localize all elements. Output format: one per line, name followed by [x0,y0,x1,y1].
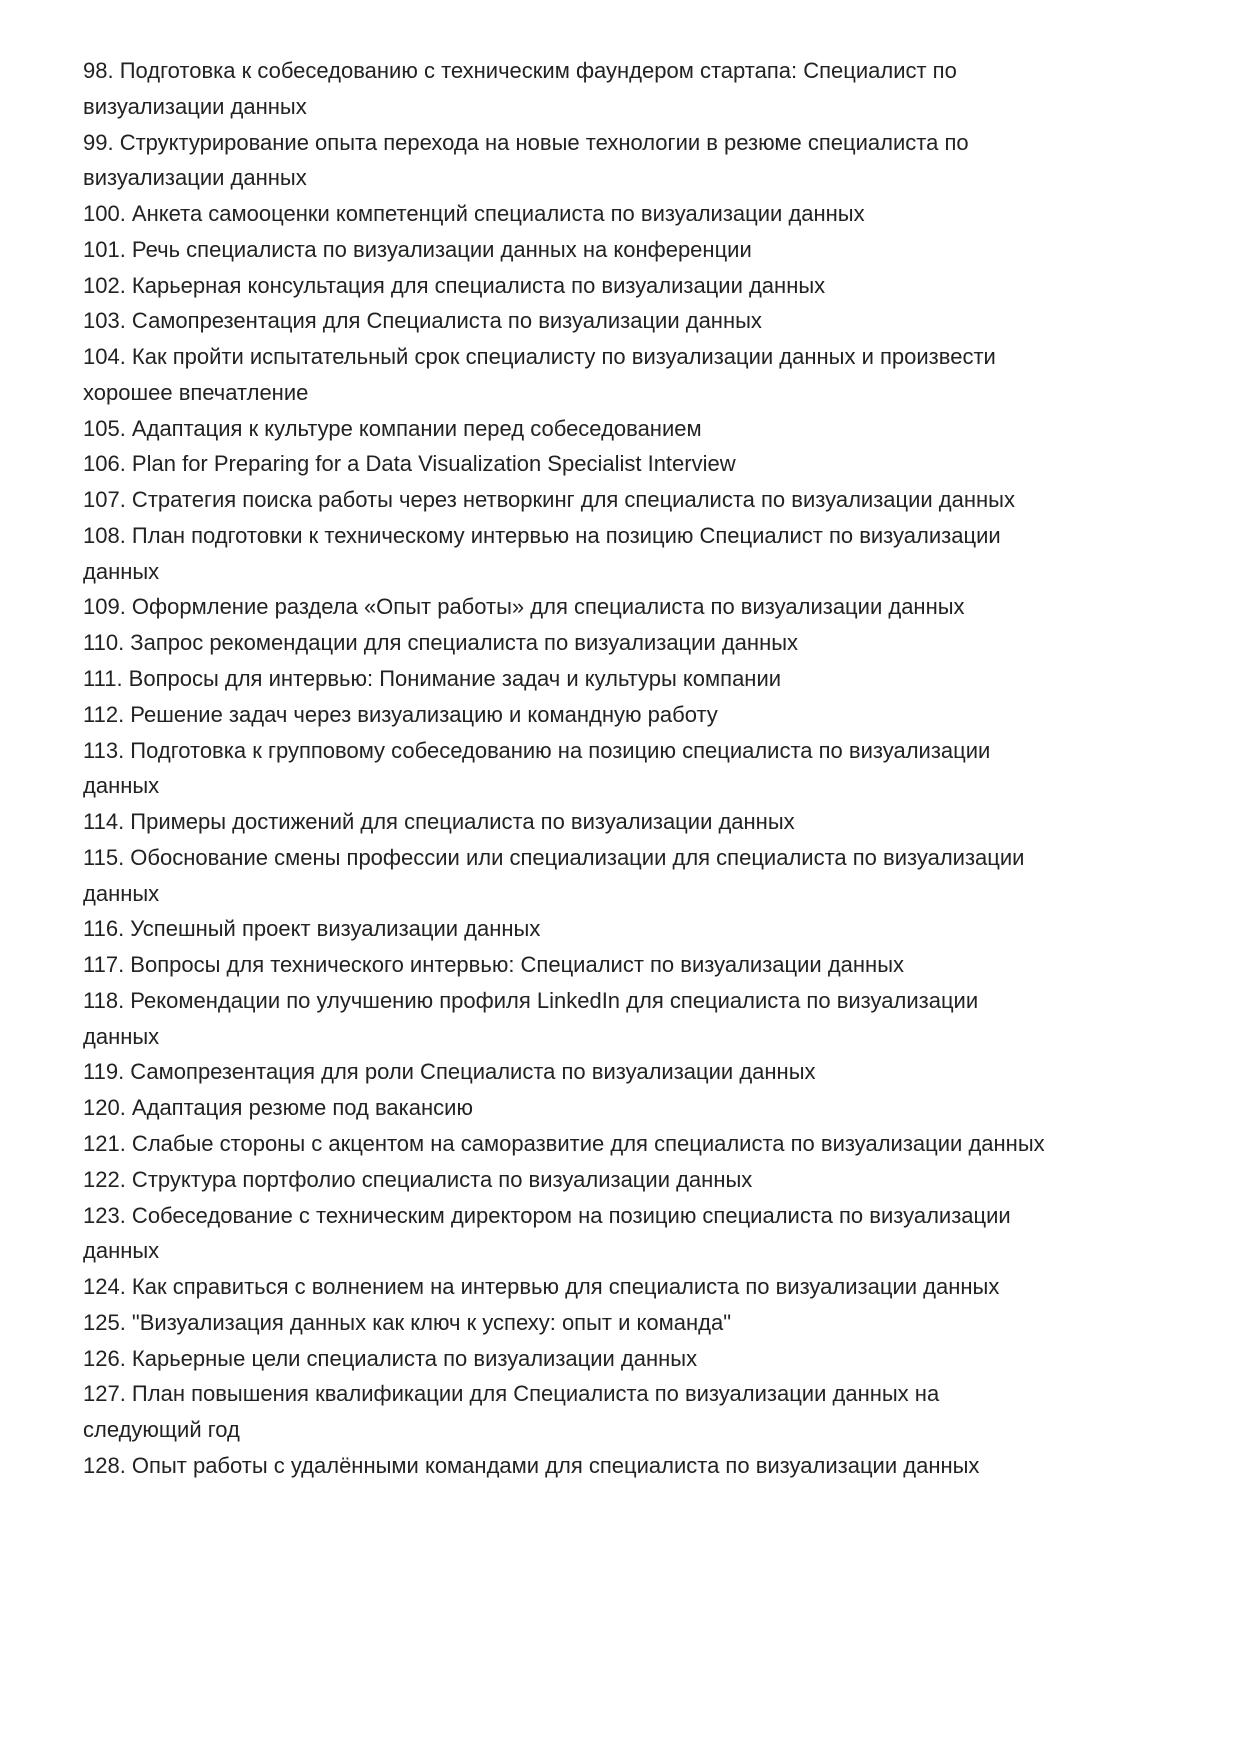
list-item-text-line: визуализации данных [83,93,307,119]
list-item [83,697,1045,733]
list-item [83,1269,1045,1305]
list-item [83,804,1045,840]
list-item-text-line: 114. Примеры достижений для специалиста по визуализации данных [83,809,795,835]
list-item-text-line: 128. Опыт работы с удалёнными командами для специалиста по визуализации данных [83,1452,980,1478]
list-item-text-line: 103. Самопрезентация для Специалиста по визуализации данных [83,308,762,334]
list-item-text-line: визуализации данных [83,165,307,191]
list-item-text-line: 126. Карьерные цели специалиста по визуализации данных [83,1345,698,1371]
list-item-text-line: 100. Анкета самооценки компетенций специалиста по визуализации данных [83,201,865,227]
list-item [83,1126,1045,1162]
list-item-text-line: 98. Подготовка к собеседованию с техническим фаундером стартапа: Специалист по [83,58,957,83]
list-item-text-line: 124. Как справиться с волнением на интервью для специалиста по визуализации данных [83,1274,1000,1300]
list-item [83,1376,1045,1448]
list-item [83,411,1045,447]
list-item [83,196,1045,232]
list-item-text-line: 104. Как пройти испытательный срок специалисту по визуализации данных и произвести [83,344,996,370]
list-item-text-line: следующий год [83,1417,240,1443]
list-item-text-line: 123. Собеседование с техническим директором на позицию специалиста по визуализации [83,1202,1011,1228]
list-item-text-line: 118. Рекомендации по улучшению профиля LinkedIn для специалиста по визуализации [83,987,979,1013]
list-item-text-line: 105. Адаптация к культуре компании перед собеседованием [83,415,702,441]
list-item-text-line: данных [83,773,160,799]
list-item-text-line: хорошее впечатление [83,379,309,405]
list-item-text-line: 109. Оформление раздела «Опыт работы» для специалиста по визуализации данных [83,594,965,620]
list-item-text-line: 125. "Визуализация данных как ключ к успеху: опыт и команда" [83,1309,732,1335]
list-item [83,625,1045,661]
document-list [83,53,1045,1484]
list-item [83,232,1045,268]
list-item [83,983,1045,1055]
list-item [83,661,1045,697]
list-item-text-line: 119. Самопрезентация для роли Специалиста по визуализации данных [83,1059,816,1085]
list-item-text-line: 110. Запрос рекомендации для специалиста по визуализации данных [83,630,799,656]
list-item [83,125,1045,197]
list-item [83,339,1045,411]
list-item [83,1162,1045,1198]
list-item-text-line: 120. Адаптация резюме под вакансию [83,1095,473,1121]
list-item-text-line: данных [83,1238,160,1264]
list-item [83,1341,1045,1377]
list-item-text-line: 111. Вопросы для интервью: Понимание задач и культуры компании [83,666,782,692]
list-item [83,1054,1045,1090]
list-item-text-line: 117. Вопросы для технического интервью: Специалист по визуализации данных [83,952,905,978]
list-item [83,53,1045,125]
list-item-text-line: 115. Обоснование смены профессии или специализации для специалиста по визуализации [83,844,1025,870]
list-item-text-line: 116. Успешный проект визуализации данных [83,916,541,942]
list-item [83,947,1045,983]
list-item-text-line: данных [83,1023,160,1049]
list-item-text-line: 113. Подготовка к групповому собеседованию на позицию специалиста по визуализации [83,737,991,763]
list-item [83,1198,1045,1270]
list-item [83,268,1045,304]
list-item [83,1305,1045,1341]
list-item-text-line: 102. Карьерная консультация для специалиста по визуализации данных [83,272,826,298]
list-item-text-line: 108. План подготовки к техническому интервью на позицию Специалист по визуализации [83,522,1001,548]
list-item-text-line: 101. Речь специалиста по визуализации данных на конференции [83,236,752,262]
list-item [83,911,1045,947]
list-item-text-line: 107. Стратегия поиска работы через нетворкинг для специалиста по визуализации данных [83,487,1015,513]
list-item-text-line: данных [83,880,160,906]
list-item [83,446,1045,482]
list-item-text-line: 122. Структура портфолио специалиста по визуализации данных [83,1166,753,1192]
list-item-text-line: 106. Plan for Preparing for a Data Visualization Specialist Interview [83,451,736,477]
list-item-text-line: 127. План повышения квалификации для Специалиста по визуализации данных на [83,1381,940,1407]
list-item [83,589,1045,625]
list-item [83,303,1045,339]
list-item [83,1448,1045,1484]
list-item [83,518,1045,590]
list-item [83,733,1045,805]
list-item [83,482,1045,518]
list-item [83,840,1045,912]
list-item [83,1090,1045,1126]
list-item-text-line: 121. Слабые стороны с акцентом на саморазвитие для специалиста по визуализации данных [83,1130,1045,1156]
list-item-text-line: 99. Структурирование опыта перехода на новые технологии в резюме специалиста по [83,129,969,155]
list-item-text-line: 112. Решение задач через визуализацию и командную работу [83,701,718,727]
list-item-text-line: данных [83,558,160,584]
